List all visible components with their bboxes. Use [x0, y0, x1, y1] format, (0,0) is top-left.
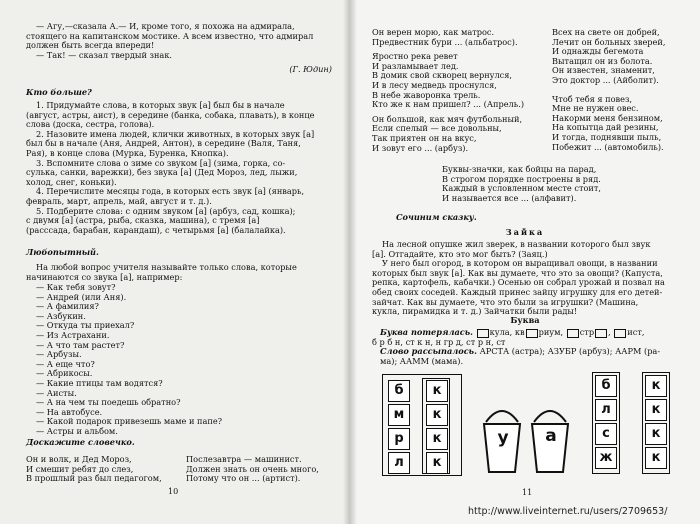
tale-line: [а]. Отгадайте, кто это мог быть? (Заяц.)	[372, 248, 548, 259]
tale-text	[372, 240, 678, 317]
dialogue-line: — Как тебя зовут?	[36, 282, 116, 292]
poem-line: И в лесу медведь проснулся,	[372, 79, 497, 90]
grid-cell: к	[426, 404, 448, 426]
tale-line: репка, картофель, кабачки.) Осенью он собрал урожай и позвал на	[372, 277, 665, 288]
intro-line: стоящего на капитанском мостике. А всем известно, что адмирал	[26, 30, 314, 41]
dialogue-line: — Из Астрахани.	[36, 329, 110, 340]
grid-cell: к	[645, 375, 667, 397]
section-lyubopytny	[26, 263, 332, 282]
dialogue-line: — Какой подарок привезешь маме и папе?	[36, 416, 223, 427]
poem-line: Буквы-значки, как бойцы на парад,	[442, 164, 597, 174]
exercise-line: 5. Подберите слова: с одним звуком [а] (арбуз, сад, кошка);	[36, 205, 296, 216]
poem-line: Если спелый — все довольны,	[372, 123, 502, 134]
dialogue-line: — А фамилия?	[36, 301, 99, 312]
poem-line: Лечит он больных зверей,	[552, 36, 666, 47]
exercise-line: был бы в начале (Аня, Андрей, Антон), в середине (Валя, Таня,	[26, 138, 301, 149]
poem-line: И тогда, поднявши пыль,	[552, 131, 662, 142]
book-gutter	[343, 0, 357, 524]
word-part: кула,	[489, 327, 513, 337]
grid-cell: б	[595, 375, 617, 397]
intro-line: — Так! — сказал твердый знак.	[36, 49, 173, 60]
poem-line: Чтоб тебя я повез,	[552, 93, 633, 104]
poem-line: И однажды бегемота	[552, 46, 644, 57]
dialogue-line: — А что там растет?	[36, 339, 125, 350]
intro-line: должен быть всегда впереди!	[26, 40, 155, 51]
poem-line: Каждый в условленном месте стоит,	[442, 183, 601, 194]
dialogue-line: — На автобусе.	[36, 406, 103, 417]
dialogue-line: — Арбузы.	[36, 349, 82, 360]
riddle-block-2	[552, 28, 692, 152]
exercise-line: холод, снег, коньки).	[26, 176, 117, 187]
exercise-line: февраль, март, апрель, май, август и т. д.).	[26, 195, 212, 206]
grid-cell: б	[388, 380, 410, 402]
word-part: кв	[514, 327, 525, 337]
grid-cell: к	[426, 380, 448, 402]
poem-line: Послезавтра — машинист.	[186, 454, 302, 464]
poem-line: Он и волк, и Дед Мороз,	[26, 454, 132, 464]
riddle-poem-a	[26, 455, 176, 484]
bucket-letter: у	[497, 428, 509, 448]
word-part: ист,	[627, 327, 645, 337]
poem-line: Мне не нужен овес.	[552, 103, 639, 114]
dialogue-line: — Аисты.	[36, 387, 77, 398]
bukva-title: Буква	[510, 315, 540, 325]
lost-letter-line-2: б р б н, ст к н, н гр д, ст р н, ст	[372, 336, 506, 347]
poem-line: Он известен, знаменит,	[552, 65, 655, 76]
grid-cell: с	[595, 423, 617, 445]
section-kto-bolshe	[26, 101, 332, 235]
blank-box	[614, 329, 626, 338]
poem-line: Так приятен он на вкус,	[372, 132, 477, 143]
exercise-line: 3. Вспомните слова о зиме со звуком [а] (зима, горка, со-	[36, 157, 286, 168]
tale-line: У него был огород, в котором он выращивал овощи, в названии	[382, 258, 658, 269]
tale-title: Зайка	[505, 227, 545, 237]
dialogue-line: — Азбукин.	[36, 310, 86, 321]
poem-line: В домик свой скворец вернулся,	[372, 70, 513, 81]
exercise-line: слова (доска, сестра, голова).	[26, 119, 155, 130]
grid-cell: л	[388, 452, 410, 474]
letter-grid-left	[382, 374, 462, 484]
right-page	[350, 0, 700, 524]
poem-line: В небе жаворонка трель.	[372, 89, 481, 100]
poem-line: Он верен морю, как матрос.	[372, 27, 495, 37]
word-part: ,	[608, 327, 611, 337]
dialogue-line: — Какие птицы там водятся?	[36, 377, 163, 388]
tale-line: обед своих соседей. Каждый принес зайцу игрушку для его детей-	[372, 286, 663, 297]
page-number-left: 10	[168, 487, 179, 496]
scattered-title: Слово рассыпалось.	[380, 346, 477, 357]
exercise-line: 2. Назовите имена людей, клички животных, в которых звук [а]	[36, 128, 315, 139]
dialogue-line: — А на чем ты поедешь обратно?	[36, 397, 181, 408]
poem-line: Побежит ... (автомобиль).	[552, 141, 664, 152]
blank-box	[526, 329, 538, 338]
poem-line: Всех на свете он добрей,	[552, 27, 660, 37]
page-number-right: 11	[522, 488, 533, 497]
letter-grid-right	[592, 372, 682, 482]
grid-cell: л	[595, 399, 617, 421]
riddle-block-3	[442, 165, 692, 203]
poem-line: Вытащил он из болота.	[552, 55, 653, 66]
watermark-url: http://www.liveinternet.ru/users/2709653/	[468, 506, 668, 517]
grid-cell: ж	[595, 447, 617, 469]
intro-line: На любой вопрос учителя называйте только слова, которые	[36, 262, 297, 272]
grid-cell: р	[388, 428, 410, 450]
dialogue-line: — Астры и альбом.	[36, 425, 118, 436]
blank-box	[567, 329, 579, 338]
scattered-text: АРСТА (астра); АЗУБР (арбуз); ААРМ (ра-	[479, 346, 661, 357]
dialogue-line: — Андрей (или Аня).	[36, 291, 127, 302]
section-title-lyubopytny: Любопытный.	[26, 247, 99, 257]
poem-line: На копытца дай резины,	[552, 122, 659, 133]
exercise-line: 1. Придумайте слова, в которых звук [а] был бы в начале	[36, 100, 285, 110]
dialogue-line: — А еще что?	[36, 358, 95, 369]
poem-line: Накорми меня бензином,	[552, 112, 663, 123]
grid-cell: к	[426, 428, 448, 450]
section-title-doskazhite: Доскажите словечко.	[26, 437, 135, 447]
section-title-kto-bolshe: Кто больше?	[26, 87, 92, 97]
exercise-line: (расссада, барабан, карандаш), с четырьмя [а] (балалайка).	[26, 224, 286, 235]
poem-line: Предвестник бури ... (альбатрос).	[372, 36, 518, 47]
tale-line: зайчат. Как вы думаете, что это были за игрушки? (Машина,	[372, 296, 639, 307]
poem-line: Должен знать он очень много,	[186, 463, 319, 474]
poem-line: В строгом порядке построены в ряд.	[442, 173, 601, 184]
poem-line: Это доктор ... (Айболит).	[552, 74, 659, 85]
lost-letter-title: Буква потерялась.	[380, 327, 474, 337]
word-part: стр	[579, 327, 595, 337]
tale-line: кукла, пирамидка и т. д.) Зайчатки были рады!	[372, 306, 578, 317]
exercise-line: 4. Перечислите месяцы года, в которых есть звук [а] (январь,	[36, 186, 305, 197]
poem-line: И называется все ... (алфавит).	[442, 192, 577, 203]
intro-author: (Г. Юдин)	[289, 64, 332, 75]
poem-line: И разламывает лед.	[372, 60, 459, 71]
exercise-line: Рая), в конце слова (Мурка, Буренка, Кнопка).	[26, 147, 229, 158]
poem-line: И смешит ребят до слез,	[26, 463, 134, 474]
exercise-line: сулька, санки, варежки), без звука [а] (Дед Мороз, лед, лыжи,	[26, 167, 298, 178]
intro-line: начинаются со звука [а], например:	[26, 271, 183, 282]
riddle-block-1	[372, 28, 552, 153]
tale-line: На лесной опушке жил зверек, в названии которого был звук	[382, 239, 651, 249]
poem-line: Кто же к нам пришел? ... (Апрель.)	[372, 99, 525, 110]
poem-line: Яростно река ревет	[372, 51, 458, 62]
grid-cell: к	[426, 452, 448, 474]
scattered-line-2: ма); ААММ (мама).	[380, 355, 464, 366]
lost-letter-exercise	[372, 327, 690, 366]
exercise-line: (август, астры, аист), в середине (банка, собака, плавать), в конце	[26, 109, 315, 120]
poem-line: В прошлый раз был педагогом,	[26, 473, 162, 484]
riddle-poem-b	[186, 455, 336, 484]
grid-cell: м	[388, 404, 410, 426]
section-title-tale: Сочиним сказку.	[396, 212, 477, 222]
blank-box	[595, 329, 607, 338]
word-part: риум,	[538, 327, 564, 337]
grid-cell: к	[645, 447, 667, 469]
bucket-letter: а	[545, 426, 557, 446]
grid-cell: к	[645, 399, 667, 421]
intro-line: — Агу,—сказала А.— И, кроме того, я похожа на адмирала,	[36, 21, 295, 31]
dialogue-list	[36, 283, 342, 437]
poem-line: И зовут его ... (арбуз).	[372, 142, 469, 153]
poem-line: Потому что он ... (артист).	[186, 473, 301, 484]
intro-block	[26, 22, 332, 75]
tale-line: которых был звук [а]. Как вы думаете, что это за овощи? (Капуста,	[372, 267, 663, 278]
grid-cell: к	[645, 423, 667, 445]
dialogue-line: — Откуда ты приехал?	[36, 320, 135, 331]
dialogue-line: — Абрикосы.	[36, 368, 93, 379]
poem-line: Он большой, как мяч футбольный,	[372, 113, 523, 124]
exercise-line: с двумя [а] (астра, рыба, сказка, машина), с тремя [а]	[26, 215, 260, 226]
